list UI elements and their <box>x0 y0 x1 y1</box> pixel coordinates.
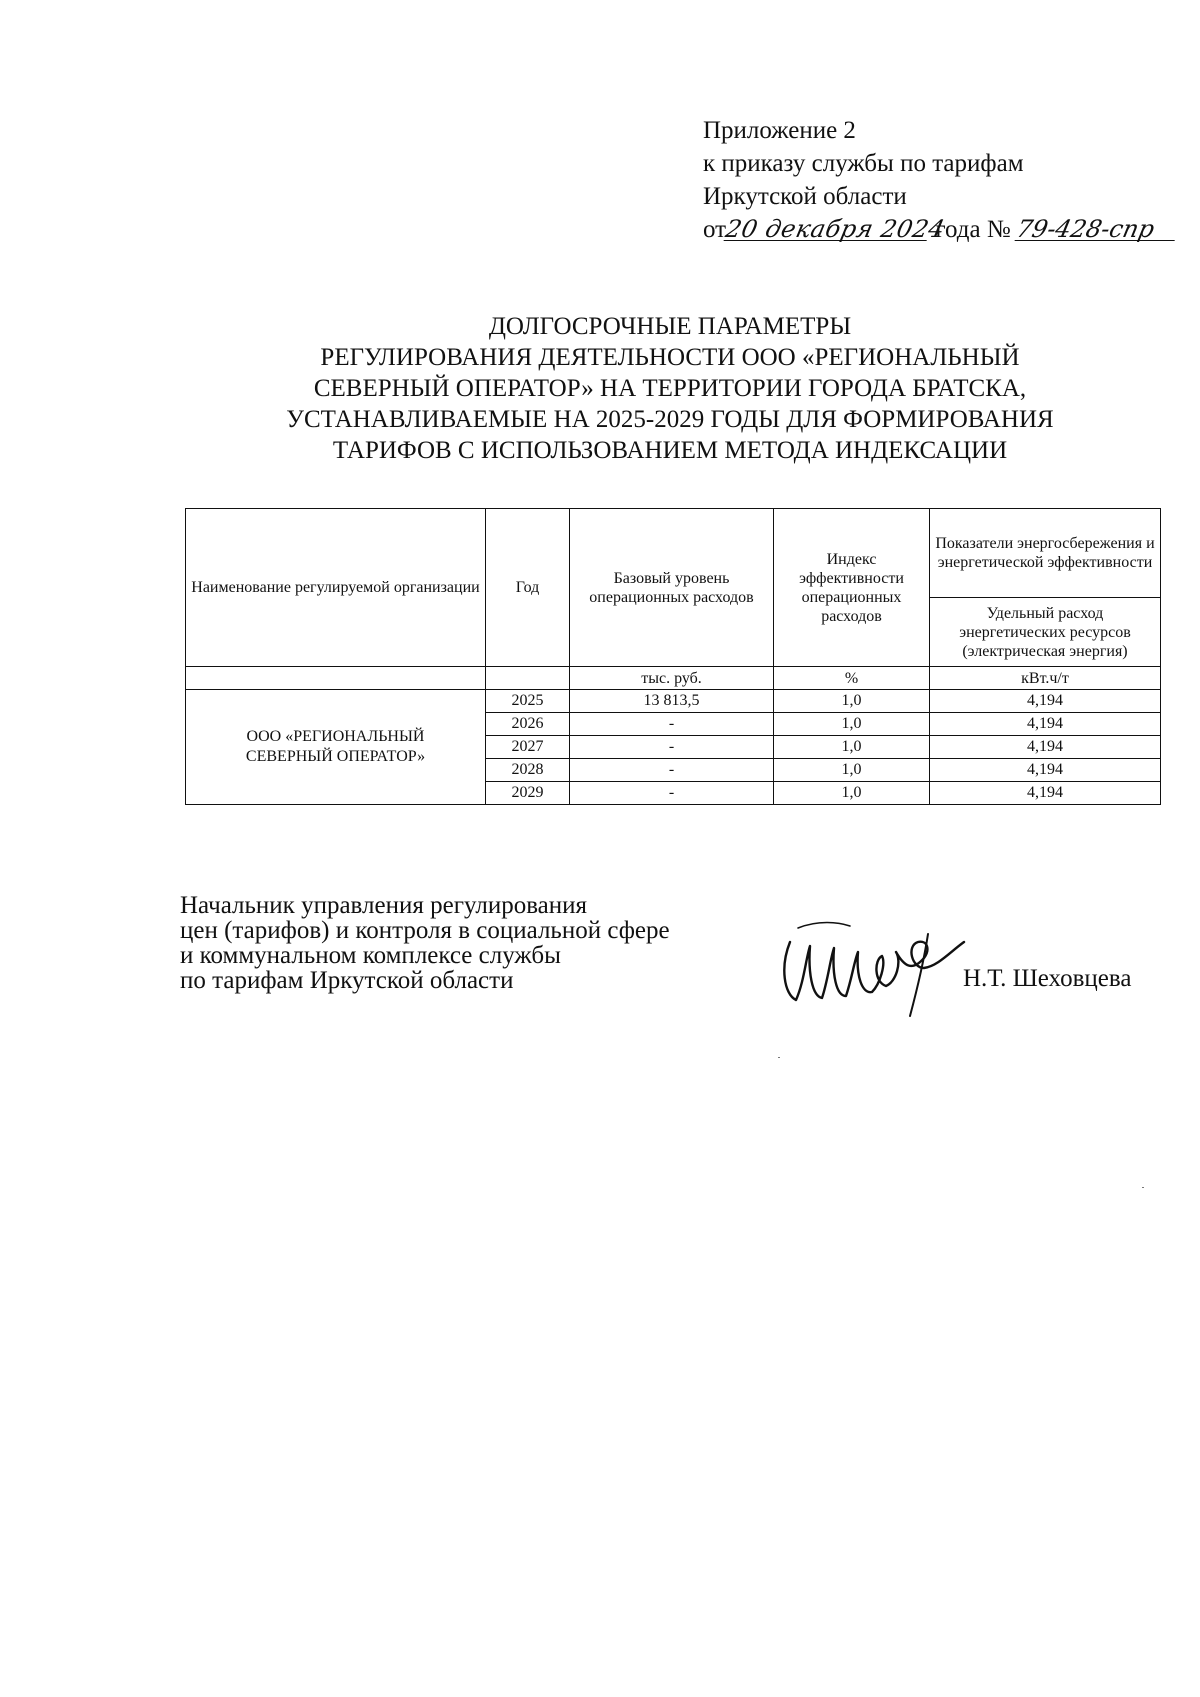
index-cell: 1,0 <box>774 782 930 805</box>
scan-speck <box>1142 1187 1144 1188</box>
base-level-cell: - <box>570 759 774 782</box>
handwritten-date: 20 декабря 2024 <box>723 215 948 243</box>
unit-specific-consumption: кВт.ч/т <box>930 667 1161 690</box>
consumption-cell: 4,194 <box>930 759 1161 782</box>
consumption-cell: 4,194 <box>930 782 1161 805</box>
date-prefix: от <box>703 216 727 243</box>
signatory-position <box>180 893 670 993</box>
unit-efficiency-index: % <box>774 667 930 690</box>
header-base-level: Базовый уровень операционных расходов <box>570 509 774 667</box>
title-line: РЕГУЛИРОВАНИЯ ДЕЯТЕЛЬНОСТИ ООО «РЕГИОНАЛЬНЫЙ <box>320 344 1020 371</box>
signer-name: Н.Т. Шеховцева <box>963 965 1132 992</box>
unit-base-level: тыс. руб. <box>570 667 774 690</box>
index-cell: 1,0 <box>774 736 930 759</box>
base-level-cell: - <box>570 713 774 736</box>
appendix-date-line <box>703 213 1177 246</box>
header-year: Год <box>486 509 570 667</box>
organization-name-cell: ООО «РЕГИОНАЛЬНЫЙ СЕВЕРНЫЙ ОПЕРАТОР» <box>186 690 486 805</box>
title-line: ДОЛГОСРОЧНЫЕ ПАРАМЕТРЫ <box>488 313 852 340</box>
year-cell: 2027 <box>486 736 570 759</box>
position-line: по тарифам Иркутской области <box>180 967 514 994</box>
title-line: ТАРИФОВ С ИСПОЛЬЗОВАНИЕМ МЕТОДА ИНДЕКСАЦИИ <box>332 437 1008 464</box>
parameters-table <box>185 508 1161 805</box>
base-level-cell: - <box>570 782 774 805</box>
header-energy-group: Показатели энергосбережения и энергетической эффективности <box>930 509 1161 598</box>
title-line: СЕВЕРНЫЙ ОПЕРАТОР» НА ТЕРРИТОРИИ ГОРОДА БРАТСКА, <box>313 375 1027 402</box>
appendix-line: к приказу службы по тарифам <box>703 150 1024 177</box>
appendix-line: Приложение 2 <box>703 117 856 144</box>
handwritten-order-number: 79-428-спр <box>1015 218 1180 241</box>
index-cell: 1,0 <box>774 759 930 782</box>
base-level-cell: - <box>570 736 774 759</box>
year-cell: 2029 <box>486 782 570 805</box>
consumption-cell: 4,194 <box>930 736 1161 759</box>
year-cell: 2026 <box>486 713 570 736</box>
index-cell: 1,0 <box>774 713 930 736</box>
header-specific-consumption: Удельный расход энергетических ресурсов (электрическая энергия) <box>930 598 1161 667</box>
header-efficiency-index: Индекс эффективности операционных расходов <box>774 509 930 667</box>
position-line: цен (тарифов) и контроля в социальной сфере <box>180 917 670 944</box>
year-cell: 2028 <box>486 759 570 782</box>
scan-speck <box>778 1057 780 1058</box>
year-cell: 2025 <box>486 690 570 713</box>
title-line: УСТАНАВЛИВАЕМЫЕ НА 2025-2029 ГОДЫ ДЛЯ ФОРМИРОВАНИЯ <box>286 406 1054 433</box>
document-title <box>200 311 1140 466</box>
appendix-line: Иркутской области <box>703 183 907 210</box>
consumption-cell: 4,194 <box>930 690 1161 713</box>
header-organization: Наименование регулируемой организации <box>186 509 486 667</box>
table-row <box>186 690 1161 713</box>
appendix-block <box>703 114 1177 246</box>
index-cell: 1,0 <box>774 690 930 713</box>
date-suffix: года № <box>935 216 1011 243</box>
unit-cell-empty <box>186 667 486 690</box>
consumption-cell: 4,194 <box>930 713 1161 736</box>
handwritten-signature <box>778 912 978 1022</box>
unit-cell-empty <box>486 667 570 690</box>
position-line: Начальник управления регулирования <box>180 892 588 919</box>
base-level-cell: 13 813,5 <box>570 690 774 713</box>
position-line: и коммунальном комплексе службы <box>180 942 561 969</box>
